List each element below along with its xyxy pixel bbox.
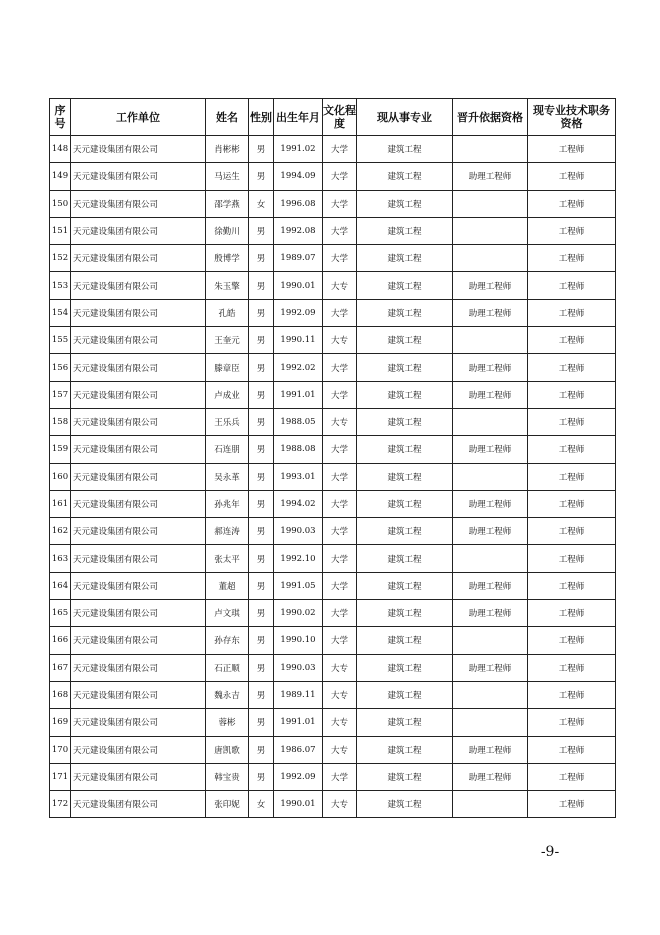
cell-col-title: 工程师 (528, 654, 616, 681)
cell-col-basis (453, 217, 528, 244)
table-row (50, 681, 616, 708)
cell-col-edu: 大学 (323, 545, 357, 572)
cell-col-title: 工程师 (528, 600, 616, 627)
cell-col-gender: 男 (249, 763, 274, 790)
cell-col-unit: 天元建设集团有限公司 (71, 436, 206, 463)
cell-col-basis (453, 545, 528, 572)
cell-col-name: 唐凯歌 (206, 736, 249, 763)
table-row (50, 327, 616, 354)
cell-col-basis: 助理工程师 (453, 518, 528, 545)
table-row (50, 736, 616, 763)
table-body (50, 136, 616, 818)
cell-col-seq: 156 (50, 354, 71, 381)
cell-col-birth: 1990.03 (274, 518, 323, 545)
cell-col-title: 工程师 (528, 327, 616, 354)
cell-col-name: 郝连涛 (206, 518, 249, 545)
cell-col-basis (453, 463, 528, 490)
cell-col-basis (453, 709, 528, 736)
cell-col-major: 建筑工程 (357, 245, 453, 272)
cell-col-name: 王奎元 (206, 327, 249, 354)
cell-col-major: 建筑工程 (357, 272, 453, 299)
table-row (50, 518, 616, 545)
cell-col-edu: 大专 (323, 408, 357, 435)
table-row (50, 600, 616, 627)
cell-col-seq: 166 (50, 627, 71, 654)
cell-col-major: 建筑工程 (357, 190, 453, 217)
cell-col-gender: 女 (249, 190, 274, 217)
cell-col-major: 建筑工程 (357, 600, 453, 627)
cell-col-birth: 1986.07 (274, 736, 323, 763)
cell-col-birth: 1993.01 (274, 463, 323, 490)
cell-col-major: 建筑工程 (357, 217, 453, 244)
cell-col-title: 工程师 (528, 518, 616, 545)
cell-col-major: 建筑工程 (357, 681, 453, 708)
cell-col-title: 工程师 (528, 463, 616, 490)
cell-col-basis: 助理工程师 (453, 572, 528, 599)
header-col-unit: 工作单位 (71, 99, 206, 136)
cell-col-edu: 大学 (323, 572, 357, 599)
cell-col-gender: 男 (249, 654, 274, 681)
cell-col-birth: 1992.08 (274, 217, 323, 244)
header-col-seq: 序号 (50, 99, 71, 136)
cell-col-seq: 171 (50, 763, 71, 790)
header-col-edu: 文化程度 (323, 99, 357, 136)
cell-col-basis: 助理工程师 (453, 600, 528, 627)
header-col-name: 姓名 (206, 99, 249, 136)
cell-col-title: 工程师 (528, 627, 616, 654)
cell-col-unit: 天元建设集团有限公司 (71, 763, 206, 790)
cell-col-edu: 大学 (323, 299, 357, 326)
cell-col-gender: 男 (249, 272, 274, 299)
cell-col-name: 张太平 (206, 545, 249, 572)
cell-col-unit: 天元建设集团有限公司 (71, 572, 206, 599)
cell-col-gender: 男 (249, 490, 274, 517)
table-row (50, 163, 616, 190)
cell-col-unit: 天元建设集团有限公司 (71, 381, 206, 408)
cell-col-seq: 172 (50, 791, 71, 818)
cell-col-unit: 天元建设集团有限公司 (71, 163, 206, 190)
cell-col-major: 建筑工程 (357, 627, 453, 654)
table-row (50, 299, 616, 326)
cell-col-major: 建筑工程 (357, 791, 453, 818)
cell-col-edu: 大学 (323, 217, 357, 244)
header-col-birth: 出生年月 (274, 99, 323, 136)
table-row (50, 627, 616, 654)
cell-col-unit: 天元建设集团有限公司 (71, 791, 206, 818)
cell-col-gender: 男 (249, 627, 274, 654)
cell-col-unit: 天元建设集团有限公司 (71, 600, 206, 627)
cell-col-gender: 男 (249, 408, 274, 435)
cell-col-unit: 天元建设集团有限公司 (71, 545, 206, 572)
cell-col-basis (453, 408, 528, 435)
cell-col-birth: 1989.11 (274, 681, 323, 708)
cell-col-birth: 1988.08 (274, 436, 323, 463)
cell-col-major: 建筑工程 (357, 736, 453, 763)
cell-col-basis (453, 627, 528, 654)
cell-col-gender: 男 (249, 600, 274, 627)
cell-col-unit: 天元建设集团有限公司 (71, 245, 206, 272)
cell-col-name: 石连朋 (206, 436, 249, 463)
table-row (50, 490, 616, 517)
cell-col-seq: 150 (50, 190, 71, 217)
cell-col-major: 建筑工程 (357, 136, 453, 163)
cell-col-edu: 大学 (323, 763, 357, 790)
cell-col-seq: 167 (50, 654, 71, 681)
cell-col-birth: 1990.01 (274, 791, 323, 818)
cell-col-basis: 助理工程师 (453, 654, 528, 681)
cell-col-major: 建筑工程 (357, 572, 453, 599)
cell-col-seq: 152 (50, 245, 71, 272)
cell-col-seq: 155 (50, 327, 71, 354)
cell-col-unit: 天元建设集团有限公司 (71, 217, 206, 244)
table-row (50, 463, 616, 490)
cell-col-gender: 男 (249, 436, 274, 463)
cell-col-name: 徐勤川 (206, 217, 249, 244)
table-row (50, 709, 616, 736)
cell-col-basis: 助理工程师 (453, 354, 528, 381)
cell-col-basis: 助理工程师 (453, 381, 528, 408)
cell-col-title: 工程师 (528, 681, 616, 708)
cell-col-unit: 天元建设集团有限公司 (71, 681, 206, 708)
cell-col-edu: 大专 (323, 654, 357, 681)
cell-col-title: 工程师 (528, 436, 616, 463)
cell-col-edu: 大专 (323, 709, 357, 736)
cell-col-unit: 天元建设集团有限公司 (71, 736, 206, 763)
cell-col-seq: 153 (50, 272, 71, 299)
cell-col-seq: 162 (50, 518, 71, 545)
cell-col-title: 工程师 (528, 354, 616, 381)
cell-col-seq: 148 (50, 136, 71, 163)
cell-col-unit: 天元建设集团有限公司 (71, 354, 206, 381)
cell-col-seq: 159 (50, 436, 71, 463)
cell-col-seq: 169 (50, 709, 71, 736)
cell-col-title: 工程师 (528, 763, 616, 790)
table-row (50, 272, 616, 299)
cell-col-seq: 161 (50, 490, 71, 517)
cell-col-major: 建筑工程 (357, 545, 453, 572)
cell-col-gender: 男 (249, 381, 274, 408)
cell-col-title: 工程师 (528, 736, 616, 763)
cell-col-birth: 1989.07 (274, 245, 323, 272)
table-row (50, 408, 616, 435)
cell-col-birth: 1994.02 (274, 490, 323, 517)
cell-col-unit: 天元建设集团有限公司 (71, 327, 206, 354)
cell-col-unit: 天元建设集团有限公司 (71, 709, 206, 736)
cell-col-name: 肖彬彬 (206, 136, 249, 163)
table-row (50, 354, 616, 381)
cell-col-title: 工程师 (528, 791, 616, 818)
cell-col-name: 蓉彬 (206, 709, 249, 736)
cell-col-gender: 男 (249, 545, 274, 572)
cell-col-edu: 大学 (323, 354, 357, 381)
cell-col-name: 董超 (206, 572, 249, 599)
cell-col-edu: 大学 (323, 190, 357, 217)
header-col-gender: 性别 (249, 99, 274, 136)
table-row (50, 763, 616, 790)
cell-col-unit: 天元建设集团有限公司 (71, 190, 206, 217)
table-row (50, 791, 616, 818)
cell-col-title: 工程师 (528, 272, 616, 299)
table-row (50, 245, 616, 272)
cell-col-basis: 助理工程师 (453, 490, 528, 517)
cell-col-basis (453, 681, 528, 708)
cell-col-basis: 助理工程师 (453, 163, 528, 190)
cell-col-seq: 170 (50, 736, 71, 763)
cell-col-unit: 天元建设集团有限公司 (71, 627, 206, 654)
cell-col-title: 工程师 (528, 709, 616, 736)
cell-col-name: 孙存东 (206, 627, 249, 654)
cell-col-gender: 男 (249, 518, 274, 545)
header-col-title: 现专业技术职务资格 (528, 99, 616, 136)
cell-col-unit: 天元建设集团有限公司 (71, 272, 206, 299)
cell-col-major: 建筑工程 (357, 490, 453, 517)
cell-col-name: 张印妮 (206, 791, 249, 818)
table-row (50, 436, 616, 463)
cell-col-gender: 男 (249, 217, 274, 244)
cell-col-edu: 大学 (323, 518, 357, 545)
cell-col-major: 建筑工程 (357, 463, 453, 490)
cell-col-seq: 154 (50, 299, 71, 326)
cell-col-major: 建筑工程 (357, 436, 453, 463)
cell-col-edu: 大专 (323, 791, 357, 818)
cell-col-major: 建筑工程 (357, 709, 453, 736)
cell-col-seq: 164 (50, 572, 71, 599)
cell-col-title: 工程师 (528, 245, 616, 272)
cell-col-birth: 1990.03 (274, 654, 323, 681)
cell-col-name: 殷博学 (206, 245, 249, 272)
cell-col-seq: 151 (50, 217, 71, 244)
cell-col-birth: 1990.01 (274, 272, 323, 299)
cell-col-title: 工程师 (528, 381, 616, 408)
cell-col-major: 建筑工程 (357, 163, 453, 190)
cell-col-gender: 男 (249, 299, 274, 326)
cell-col-title: 工程师 (528, 163, 616, 190)
cell-col-major: 建筑工程 (357, 763, 453, 790)
cell-col-unit: 天元建设集团有限公司 (71, 408, 206, 435)
cell-col-major: 建筑工程 (357, 354, 453, 381)
cell-col-birth: 1992.09 (274, 763, 323, 790)
cell-col-gender: 男 (249, 354, 274, 381)
cell-col-unit: 天元建设集团有限公司 (71, 299, 206, 326)
table-header (50, 99, 616, 136)
cell-col-gender: 男 (249, 709, 274, 736)
cell-col-name: 韩宝贵 (206, 763, 249, 790)
cell-col-basis (453, 791, 528, 818)
cell-col-name: 朱玉擎 (206, 272, 249, 299)
cell-col-birth: 1992.10 (274, 545, 323, 572)
cell-col-basis: 助理工程师 (453, 272, 528, 299)
cell-col-birth: 1991.05 (274, 572, 323, 599)
cell-col-title: 工程师 (528, 217, 616, 244)
cell-col-name: 孙兆年 (206, 490, 249, 517)
cell-col-birth: 1990.11 (274, 327, 323, 354)
cell-col-edu: 大专 (323, 736, 357, 763)
cell-col-birth: 1991.01 (274, 381, 323, 408)
cell-col-edu: 大学 (323, 600, 357, 627)
cell-col-gender: 女 (249, 791, 274, 818)
cell-col-seq: 157 (50, 381, 71, 408)
cell-col-gender: 男 (249, 681, 274, 708)
cell-col-edu: 大学 (323, 381, 357, 408)
table-row (50, 217, 616, 244)
cell-col-name: 魏永吉 (206, 681, 249, 708)
page-number: -9- (540, 844, 560, 860)
cell-col-gender: 男 (249, 572, 274, 599)
cell-col-edu: 大专 (323, 272, 357, 299)
cell-col-basis (453, 245, 528, 272)
cell-col-basis: 助理工程师 (453, 436, 528, 463)
personnel-table (49, 98, 616, 818)
cell-col-edu: 大学 (323, 490, 357, 517)
cell-col-major: 建筑工程 (357, 327, 453, 354)
cell-col-unit: 天元建设集团有限公司 (71, 463, 206, 490)
cell-col-edu: 大专 (323, 681, 357, 708)
table-row (50, 545, 616, 572)
cell-col-basis: 助理工程师 (453, 299, 528, 326)
cell-col-edu: 大学 (323, 627, 357, 654)
cell-col-title: 工程师 (528, 190, 616, 217)
header-col-major: 现从事专业 (357, 99, 453, 136)
cell-col-seq: 168 (50, 681, 71, 708)
cell-col-name: 卢文琪 (206, 600, 249, 627)
cell-col-basis (453, 190, 528, 217)
cell-col-title: 工程师 (528, 545, 616, 572)
cell-col-title: 工程师 (528, 299, 616, 326)
cell-col-edu: 大专 (323, 327, 357, 354)
cell-col-name: 孔皓 (206, 299, 249, 326)
cell-col-birth: 1991.02 (274, 136, 323, 163)
cell-col-gender: 男 (249, 327, 274, 354)
cell-col-unit: 天元建设集团有限公司 (71, 490, 206, 517)
cell-col-gender: 男 (249, 163, 274, 190)
cell-col-edu: 大学 (323, 136, 357, 163)
cell-col-basis: 助理工程师 (453, 736, 528, 763)
cell-col-birth: 1988.05 (274, 408, 323, 435)
cell-col-edu: 大学 (323, 163, 357, 190)
table-row (50, 136, 616, 163)
cell-col-basis (453, 327, 528, 354)
cell-col-gender: 男 (249, 736, 274, 763)
cell-col-birth: 1992.09 (274, 299, 323, 326)
header-row (50, 99, 616, 136)
table-row (50, 654, 616, 681)
cell-col-seq: 160 (50, 463, 71, 490)
table-row (50, 572, 616, 599)
cell-col-gender: 男 (249, 136, 274, 163)
cell-col-seq: 163 (50, 545, 71, 572)
cell-col-seq: 149 (50, 163, 71, 190)
cell-col-title: 工程师 (528, 490, 616, 517)
table-row (50, 190, 616, 217)
header-col-basis: 晋升依据资格 (453, 99, 528, 136)
cell-col-name: 卢成业 (206, 381, 249, 408)
cell-col-seq: 158 (50, 408, 71, 435)
cell-col-unit: 天元建设集团有限公司 (71, 518, 206, 545)
cell-col-birth: 1990.02 (274, 600, 323, 627)
cell-col-title: 工程师 (528, 572, 616, 599)
cell-col-birth: 1996.08 (274, 190, 323, 217)
cell-col-edu: 大学 (323, 245, 357, 272)
cell-col-edu: 大学 (323, 463, 357, 490)
cell-col-major: 建筑工程 (357, 381, 453, 408)
cell-col-name: 邵学燕 (206, 190, 249, 217)
table-row (50, 381, 616, 408)
cell-col-major: 建筑工程 (357, 654, 453, 681)
cell-col-name: 滕章臣 (206, 354, 249, 381)
cell-col-edu: 大学 (323, 436, 357, 463)
cell-col-birth: 1992.02 (274, 354, 323, 381)
cell-col-gender: 男 (249, 463, 274, 490)
cell-col-gender: 男 (249, 245, 274, 272)
cell-col-name: 石正顺 (206, 654, 249, 681)
cell-col-basis (453, 136, 528, 163)
cell-col-birth: 1990.10 (274, 627, 323, 654)
cell-col-title: 工程师 (528, 136, 616, 163)
cell-col-name: 吴永革 (206, 463, 249, 490)
cell-col-birth: 1994.09 (274, 163, 323, 190)
cell-col-name: 王乐兵 (206, 408, 249, 435)
cell-col-major: 建筑工程 (357, 518, 453, 545)
cell-col-major: 建筑工程 (357, 299, 453, 326)
cell-col-birth: 1991.01 (274, 709, 323, 736)
cell-col-unit: 天元建设集团有限公司 (71, 654, 206, 681)
cell-col-major: 建筑工程 (357, 408, 453, 435)
cell-col-unit: 天元建设集团有限公司 (71, 136, 206, 163)
cell-col-basis: 助理工程师 (453, 763, 528, 790)
cell-col-seq: 165 (50, 600, 71, 627)
cell-col-title: 工程师 (528, 408, 616, 435)
cell-col-name: 马运生 (206, 163, 249, 190)
